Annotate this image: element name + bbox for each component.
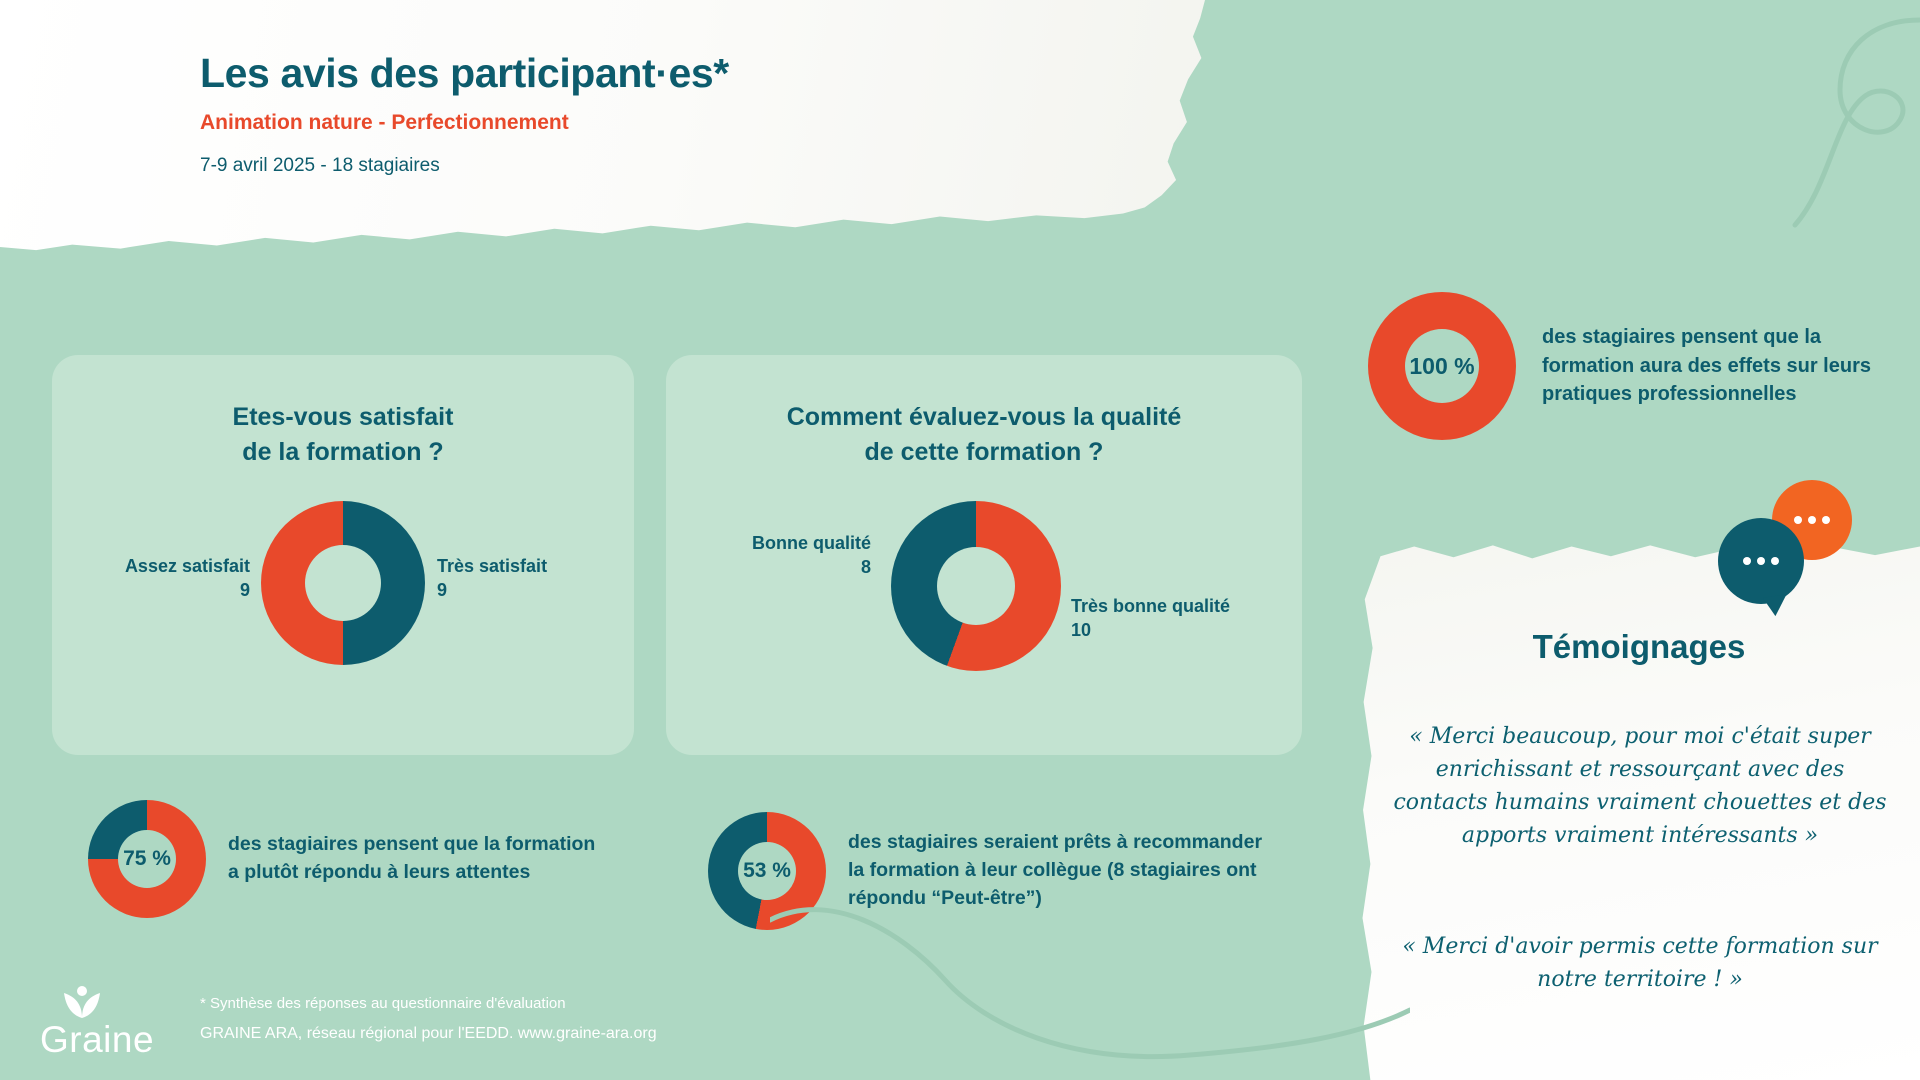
question-line-1b: de la formation ? <box>242 437 444 466</box>
speech-bubble-teal-icon <box>1718 518 1804 604</box>
donut-label-right-1-value: 9 <box>437 580 448 601</box>
stat-percent-53: 53 % <box>743 859 791 882</box>
donut-label-left-2-value: 8 <box>860 557 871 578</box>
donut-hole-2 <box>937 547 1015 625</box>
stat-percent-75: 75 % <box>123 847 171 870</box>
donut-chart-quality <box>666 469 1302 699</box>
donut-label-right-2-text: Très bonne qualité <box>1071 596 1231 616</box>
stat-expectations <box>88 800 608 918</box>
donut-label-right-2 <box>1071 594 1321 643</box>
donut-ring-1 <box>261 501 425 665</box>
question-line-1a: Etes-vous satisfait <box>232 403 454 431</box>
question-label-1 <box>52 355 634 469</box>
footnote: * Synthèse des réponses au questionnaire d'évaluation <box>200 995 566 1012</box>
decorative-swirl-top <box>1540 10 1920 240</box>
donut-label-left-1-text: Assez satisfait <box>124 556 250 576</box>
question-card-satisfaction <box>52 355 634 755</box>
donut-chart-100 <box>1368 292 1516 440</box>
donut-chart-53 <box>708 812 826 930</box>
question-label-2 <box>666 355 1302 469</box>
donut-label-right-2-value: 10 <box>1071 620 1092 641</box>
stat-text-100: des stagiaires pensent que la formation aura des effets sur leurs pratiques professionnelles <box>1542 326 1871 406</box>
stat-recommend <box>708 812 1268 930</box>
question-line-2b: de cette formation ? <box>864 437 1104 466</box>
stat-percent-100: 100 % <box>1409 352 1475 379</box>
page-subtitle: Animation nature - Perfectionnement <box>200 111 569 134</box>
donut-label-left-1-value: 9 <box>239 580 250 601</box>
stat-effects <box>1368 292 1908 440</box>
testimonial-quote-2: « Merci d'avoir permis cette formation sur notre territoire ! » <box>1402 934 1878 992</box>
graine-logo <box>40 985 154 1061</box>
leaf-icon <box>56 985 108 1019</box>
question-line-2a: Comment évaluez-vous la qualité <box>786 403 1182 431</box>
testimonials-title: Témoignages <box>1532 628 1746 665</box>
donut-label-right-1-text: Très satisfait <box>437 556 548 576</box>
donut-ring-2 <box>891 501 1061 671</box>
footer-organization: GRAINE ARA, réseau régional pour l'EEDD. www.graine-ara.org <box>200 1025 657 1042</box>
stat-text-75: des stagiaires pensent que la formation a plutôt répondu à leurs attentes <box>228 833 596 883</box>
donut-label-left-1 <box>60 554 250 603</box>
testimonial-quote-1: « Merci beaucoup, pour moi c'était super enrichissant et ressourçant avec des contacts humains vraiment chouettes et des apports vraiment intéressants » <box>1393 724 1887 848</box>
donut-label-left-2-text: Bonne qualité <box>751 533 871 553</box>
graine-logo-text: Graine <box>40 1019 155 1060</box>
donut-hole-1 <box>305 545 381 621</box>
stat-text-53: des stagiaires seraient prêts à recommander la formation à leur collègue (8 stagiaires ont répondu “Peut-être”) <box>848 831 1263 909</box>
header <box>200 50 729 177</box>
session-daterange: 7-9 avril 2025 - 18 stagiaires <box>200 155 440 176</box>
donut-label-left-2 <box>561 531 871 580</box>
question-card-quality <box>666 355 1302 755</box>
donut-chart-75 <box>88 800 206 918</box>
page-title: Les avis des participant·es* <box>200 50 729 96</box>
donut-chart-satisfaction <box>52 469 634 699</box>
